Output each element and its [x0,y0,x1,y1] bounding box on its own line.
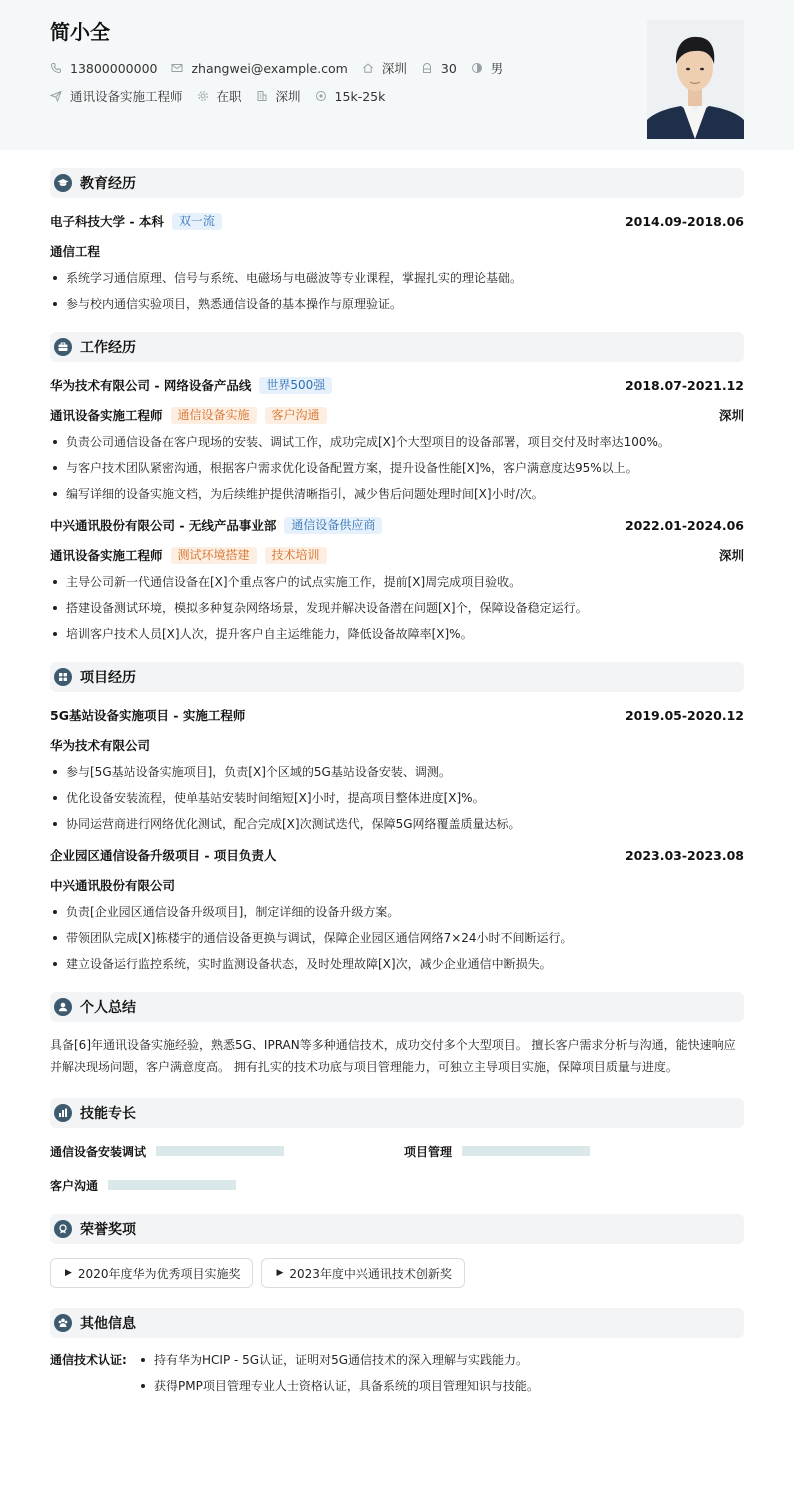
work-header [50,332,744,362]
company-tag: 通信设备供应商 [284,517,382,534]
section-title: 教育经历 [80,176,136,192]
job-title-value: 通讯设备实施工程师 [70,89,183,104]
award-chip [261,1258,464,1288]
project-name: 5G基站设备实施项目 - 实施工程师 [50,708,246,723]
summary-header [50,992,744,1022]
work-location: 深圳 [718,408,744,423]
list-item: 搭建设备测试环境，模拟多种复杂网络场景，发现并解决设备潜在问题[X]个，保障设备稳定运行。 [50,600,744,616]
skill-fill [462,1146,590,1156]
job-row [50,87,744,105]
skills-section [50,1098,744,1194]
work-entry [50,376,744,502]
target-city-value: 深圳 [275,89,301,104]
age-item [421,61,457,76]
skill-name: 通信设备安装调试 [50,1144,147,1159]
section-title: 荣誉奖项 [80,1222,136,1238]
list-item: 协同运营商进行网络优化测试，配合完成[X]次测试迭代，保障5G网络覆盖质量达标。 [50,816,744,832]
age-value: 30 [440,60,457,76]
list-item: 系统学习通信原理、信号与系统、电磁场与电磁波等专业课程，掌握扎实的理论基础。 [50,270,744,286]
skill-fill [156,1146,284,1156]
email-value[interactable]: zhangwei@example.com [191,60,348,76]
other-section [50,1308,744,1404]
play-triangle-icon: ▶ [276,1268,284,1278]
work-period: 2018.07-2021.12 [624,377,744,393]
major-name: 通信工程 [50,244,101,259]
role-name: 通讯设备实施工程师 [50,408,163,423]
skill-bar [462,1146,590,1156]
company-name: 华为技术有限公司 - 网络设备产品线 [50,378,252,393]
school-tag: 双一流 [172,213,222,230]
other-header [50,1308,744,1338]
section-title: 工作经历 [80,340,136,356]
summary-section [50,992,744,1078]
resume-body [0,150,794,1404]
calendar-icon [421,62,433,74]
company-tag: 世界500强 [259,377,332,394]
section-title: 其他信息 [80,1316,136,1332]
awards-header [50,1214,744,1244]
education-period: 2014.09-2018.06 [624,213,744,229]
gender-icon [471,62,483,74]
project-org: 中兴通讯股份有限公司 [50,878,176,893]
phone-value: 13800000000 [70,60,158,76]
list-item: 参与[5G基站设备实施项目]，负责[X]个区域的5G基站设备安装、调测。 [50,764,744,780]
salary-value: 15k-25k [334,88,386,104]
project-period: 2023.03-2023.08 [624,847,744,863]
city-item [362,59,407,77]
user-icon [54,998,72,1016]
project-name: 企业园区通信设备升级项目 - 项目负责人 [50,848,277,863]
education-row [50,212,744,230]
candidate-name: 简小全 [50,20,110,44]
job-title-item [50,87,183,105]
contact-row [50,59,744,77]
project-entry [50,706,744,832]
status-item [197,87,242,105]
role-tag: 客户沟通 [265,407,327,424]
summary-text: 具备[6]年通讯设备实施经验，熟悉5G、IPRAN等多种通信技术，成功交付多个大型项目。 擅长客户需求分析与沟通，能快速响应并解决现场问题，客户满意度高。 拥有扎实的技术功底与项目管理能力，可独立主导项目实施，保障项目质量与进度。 [50,1038,736,1074]
gender-item [471,59,504,77]
award-label: 2023年度中兴通讯技术创新奖 [289,1266,452,1281]
send-icon [50,90,62,102]
other-bullets [138,1352,539,1404]
skill-name: 客户沟通 [50,1178,99,1193]
list-item: 优化设备安装流程，使单基站安装时间缩短[X]小时，提高项目整体进度[X]%。 [50,790,744,806]
salary-item [315,89,386,104]
mail-icon [171,62,183,74]
play-triangle-icon: ▶ [65,1268,72,1278]
skill-item [404,1142,744,1160]
other-label: 通信技术认证: [50,1353,127,1367]
list-item: 负责[企业园区通信设备升级项目]，制定详细的设备升级方案。 [50,904,744,920]
list-item: 负责公司通信设备在客户现场的安装、调试工作，成功完成[X]个大型项目的设备部署，项目交付及时率达100%。 [50,434,744,450]
work-period: 2022.01-2024.06 [624,517,744,533]
work-location: 深圳 [718,548,744,563]
list-item: 参与校内通信实验项目，熟悉通信设备的基本操作与原理验证。 [50,296,744,312]
list-item: 培训客户技术人员[X]人次，提升客户自主运维能力，降低设备故障率[X]%。 [50,626,744,642]
section-title: 项目经历 [80,670,136,686]
skills-list [50,1142,744,1194]
project-entry [50,846,744,972]
major-row [50,242,744,260]
award-label: 2020年度华为优秀项目实施奖 [77,1266,241,1281]
grid-icon [54,668,72,686]
section-title: 个人总结 [80,1000,136,1016]
skill-item [50,1176,404,1194]
section-title: 技能专长 [80,1106,136,1122]
skills-header [50,1098,744,1128]
other-content [50,1352,744,1404]
bar-chart-icon [54,1104,72,1122]
list-item: 持有华为HCIP - 5G认证，证明对5G通信技术的深入理解与实践能力。 [138,1352,539,1368]
status-value: 在职 [216,89,242,104]
building-icon [256,90,268,102]
role-name: 通讯设备实施工程师 [50,548,163,563]
gender-value: 男 [490,61,504,76]
list-item: 主导公司新一代通信设备在[X]个重点客户的试点实施工作，提前[X]周完成项目验收。 [50,574,744,590]
education-bullets [50,270,744,312]
resume-header [0,0,794,150]
role-tag: 技术培训 [265,547,327,564]
skill-fill [108,1180,236,1190]
target-city-item [256,87,301,105]
role-tag: 测试环境搭建 [171,547,257,564]
projects-header [50,662,744,692]
avatar [647,20,744,139]
project-period: 2019.05-2020.12 [624,707,744,723]
briefcase-icon [54,338,72,356]
list-item: 获得PMP项目管理专业人士资格认证，具备系统的项目管理知识与技能。 [138,1378,539,1394]
work-section [50,332,744,642]
phone-item [50,61,157,76]
coin-icon [315,90,327,102]
gear-icon [197,90,209,102]
list-item: 与客户技术团队紧密沟通，根据客户需求优化设备配置方案，提升设备性能[X]%，客户满意度达95%以上。 [50,460,744,476]
skill-bar [108,1180,236,1190]
phone-icon [50,62,62,74]
skill-bar [156,1146,284,1156]
graduation-cap-icon [54,174,72,192]
email-item [171,61,347,76]
award-chip [50,1258,253,1288]
education-header [50,168,744,198]
role-tag: 通信设备实施 [171,407,257,424]
awards-list [50,1258,744,1288]
project-org: 华为技术有限公司 [50,738,151,753]
city-value: 深圳 [381,61,407,76]
work-entry [50,516,744,642]
list-item: 建立设备运行监控系统，实时监测设备状态，及时处理故障[X]次，减少企业通信中断损失。 [50,956,744,972]
awards-section [50,1214,744,1288]
list-item: 带领团队完成[X]栋楼宇的通信设备更换与调试，保障企业园区通信网络7×24小时不间断运行。 [50,930,744,946]
list-item: 编写详细的设备实施文档，为后续维护提供清晰指引，减少售后问题处理时间[X]小时/次。 [50,486,744,502]
school-name: 电子科技大学 - 本科 [50,214,164,229]
home-icon [362,62,374,74]
projects-section [50,662,744,972]
skill-item [50,1142,404,1160]
team-icon [54,1314,72,1332]
medal-icon [54,1220,72,1238]
skill-name: 项目管理 [404,1144,453,1159]
education-section [50,168,744,312]
company-name: 中兴通讯股份有限公司 - 无线产品事业部 [50,518,277,533]
